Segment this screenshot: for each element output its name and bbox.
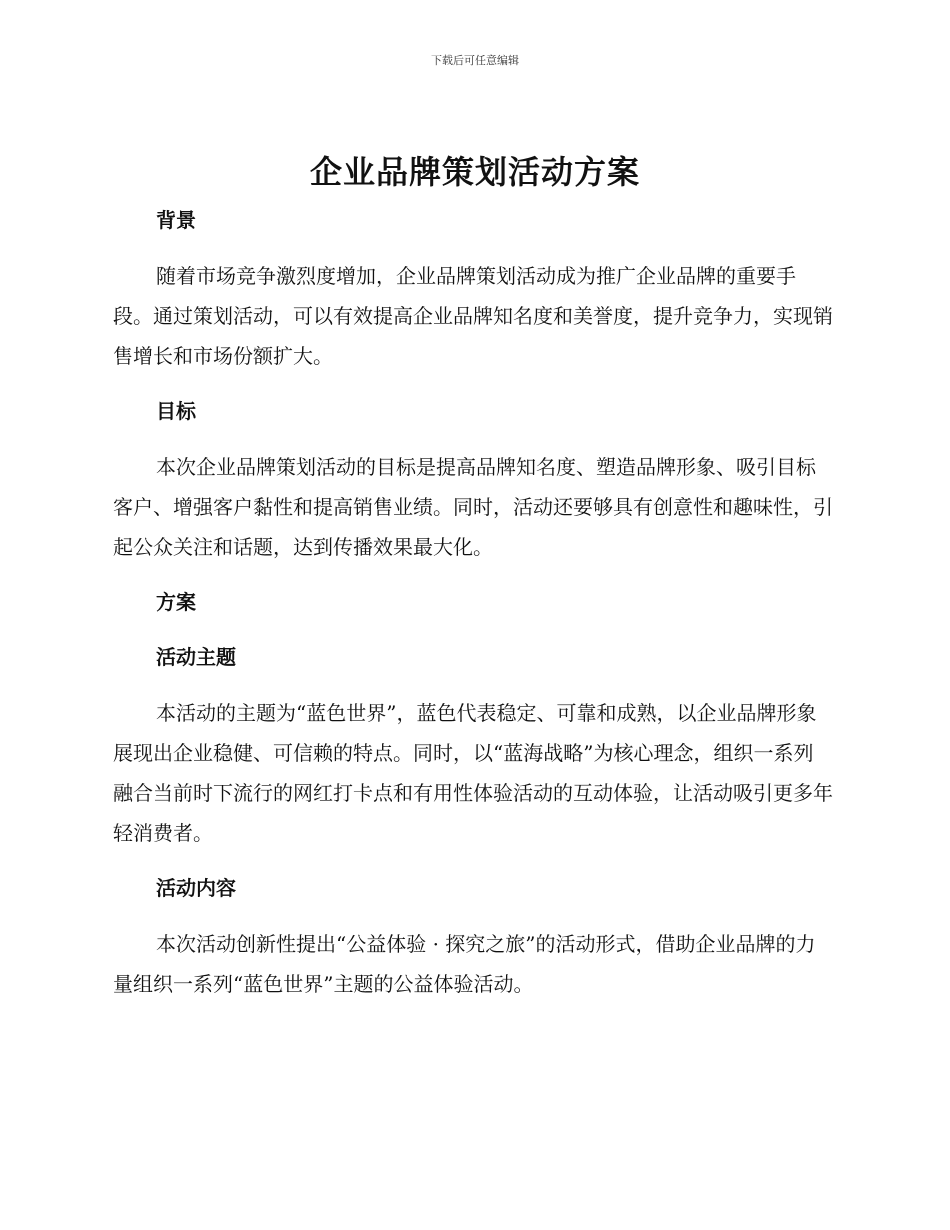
paragraph-goal: 本次企业品牌策划活动的目标是提高品牌知名度、塑造品牌形象、吸引目标客户、增强客户黏性和提高销售业绩。同时，活动还要够具有创意性和趣味性，引起公众关注和话题，达到传播效果最大化。 bbox=[113, 455, 833, 559]
section-heading-theme: 活动主题 bbox=[156, 645, 236, 669]
section-heading-background: 背景 bbox=[156, 208, 196, 232]
section-heading-content: 活动内容 bbox=[156, 876, 236, 900]
paragraph-content: 本次活动创新性提出“公益体验 · 探究之旅”的活动形式，借助企业品牌的力量组织一系列“蓝色世界”主题的公益体验活动。 bbox=[113, 932, 816, 996]
header-note: 下载后可任意编辑 bbox=[431, 54, 519, 67]
paragraph-theme: 本活动的主题为“蓝色世界”，蓝色代表稳定、可靠和成熟，以企业品牌形象展现出企业稳健、可信赖的特点。同时，以“蓝海战略”为核心理念，组织一系列融合当前时下流行的网红打卡点和有用性体验活动的互动体验，让活动吸引更多年轻消费者。 bbox=[113, 701, 833, 845]
section-heading-goal: 目标 bbox=[156, 399, 196, 423]
section-heading-plan: 方案 bbox=[156, 590, 196, 614]
paragraph-background: 随着市场竞争激烈度增加，企业品牌策划活动成为推广企业品牌的重要手段。通过策划活动，可以有效提高企业品牌知名度和美誉度，提升竞争力，实现销售增长和市场份额扩大。 bbox=[113, 264, 833, 368]
document-body bbox=[113, 200, 833, 1004]
document-title: 企业品牌策划活动方案 bbox=[309, 153, 640, 191]
